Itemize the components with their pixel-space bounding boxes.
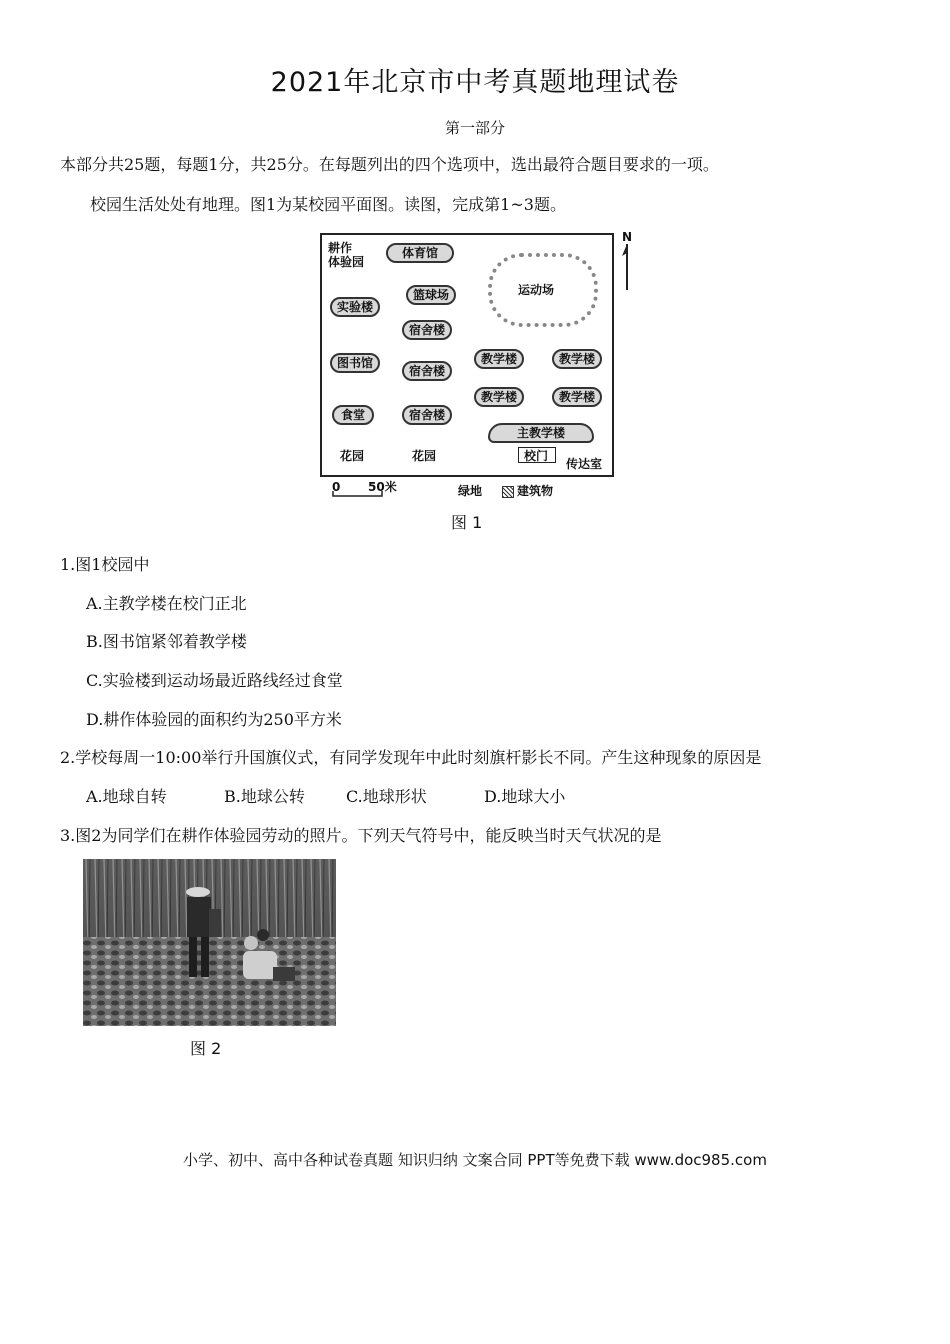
map-label-flower-garden-2: 花园 [412, 449, 437, 463]
q2-option-d: D.地球大小 [484, 787, 566, 806]
north-label: N [622, 230, 633, 244]
map-building-teaching-4: 教学楼 [552, 387, 602, 407]
q2-option-a: A.地球自转 [86, 787, 167, 806]
map-building-canteen: 食堂 [332, 405, 374, 425]
map-building-teaching-3: 教学楼 [474, 387, 524, 407]
legend-green-label: 绿地 [458, 484, 483, 498]
map-building-teaching-2: 教学楼 [552, 349, 602, 369]
map-building-dorm-1: 宿舍楼 [402, 320, 452, 340]
footer-text: 小学、初中、高中各种试卷真题 知识归纳 文案合同 PPT等免费下载 www.doc985.com [183, 1151, 767, 1169]
map-label-gate: 校门 [524, 449, 549, 463]
section-heading: 第一部分 [444, 119, 505, 137]
q1-option-c: C.实验楼到运动场最近路线经过食堂 [86, 671, 343, 690]
scale-bar [332, 490, 392, 498]
q2-option-c: C.地球形状 [346, 787, 427, 806]
legend-building-label: 建筑物 [517, 484, 554, 498]
map-building-lab: 实验楼 [330, 297, 380, 317]
intro-text: 校园生活处处有地理。图1为某校园平面图。读图，完成第1~3题。 [90, 195, 566, 214]
legend-building-swatch [502, 486, 514, 498]
q2-stem: 2.学校每周一10:00举行升国旗仪式，有同学发现年中此时刻旗杆影长不同。产生这种现象的原因是 [60, 748, 762, 767]
map-label-flower-garden-1: 花园 [340, 449, 365, 463]
map-building-basketball: 篮球场 [406, 285, 456, 305]
q1-option-d: D.耕作体验园的面积约为250平方米 [86, 710, 342, 729]
q2-option-b: B.地球公转 [224, 787, 305, 806]
map-label-guard-room: 传达室 [566, 457, 603, 471]
scale-zero: 0 [332, 480, 341, 494]
q1-stem: 1.图1校园中 [60, 555, 150, 574]
map-building-library: 图书馆 [330, 353, 380, 373]
map-building-main-teaching: 主教学楼 [488, 423, 594, 443]
figure1-caption: 图 1 [451, 513, 483, 532]
map-building-dorm-3: 宿舍楼 [402, 405, 452, 425]
page-title: 2021年北京市中考真题地理试卷 [270, 67, 680, 98]
north-arrow-icon [621, 242, 633, 292]
map-label-farm-garden: 耕作 体验园 [328, 241, 365, 269]
q3-stem: 3.图2为同学们在耕作体验园劳动的照片。下列天气符号中，能反映当时天气状况的是 [60, 826, 662, 845]
map-building-gym: 体育馆 [386, 243, 454, 263]
figure2-photo [83, 859, 336, 1026]
scale-value: 50米 [368, 480, 397, 494]
instructions-text: 本部分共25题，每题1分，共25分。在每题列出的四个选项中，选出最符合题目要求的一项。 [60, 155, 719, 174]
figure2-caption: 图 2 [190, 1039, 222, 1058]
map-label-stadium: 运动场 [518, 283, 555, 297]
q1-option-b: B.图书馆紧邻着教学楼 [86, 632, 247, 651]
q1-option-a: A.主教学楼在校门正北 [86, 594, 247, 613]
map-building-dorm-2: 宿舍楼 [402, 361, 452, 381]
campus-map [320, 233, 614, 477]
map-building-teaching-1: 教学楼 [474, 349, 524, 369]
